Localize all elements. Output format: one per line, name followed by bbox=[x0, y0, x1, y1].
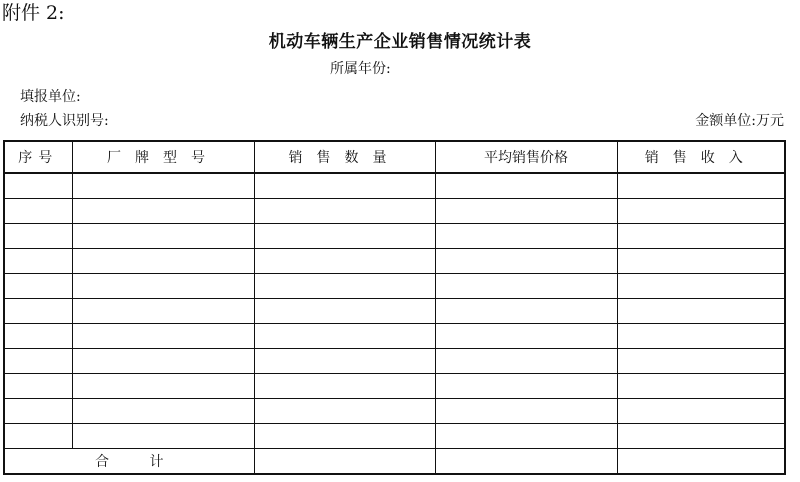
total-cell[interactable] bbox=[617, 449, 785, 475]
table-cell[interactable] bbox=[4, 173, 72, 199]
total-label: 合 计 bbox=[4, 449, 254, 475]
table-cell[interactable] bbox=[254, 424, 435, 449]
table-cell[interactable] bbox=[4, 299, 72, 324]
table-header-row bbox=[4, 141, 785, 173]
table-body bbox=[4, 173, 785, 474]
column-header-sales-quantity: 销售数量 bbox=[254, 141, 435, 173]
table-cell[interactable] bbox=[254, 399, 435, 424]
table-row bbox=[4, 249, 785, 274]
table-row bbox=[4, 324, 785, 349]
column-header-sales-revenue: 销售收入 bbox=[617, 141, 785, 173]
total-cell[interactable] bbox=[254, 449, 435, 475]
sales-statistics-table bbox=[3, 140, 786, 475]
table-cell[interactable] bbox=[435, 299, 617, 324]
table-cell[interactable] bbox=[435, 199, 617, 224]
table-cell[interactable] bbox=[435, 249, 617, 274]
taxpayer-id-label: 纳税人识别号: bbox=[20, 113, 109, 129]
table-cell[interactable] bbox=[254, 374, 435, 399]
table-cell[interactable] bbox=[617, 173, 785, 199]
table-row bbox=[4, 349, 785, 374]
table-row bbox=[4, 299, 785, 324]
reporting-unit-label: 填报单位: bbox=[20, 89, 81, 105]
table-cell[interactable] bbox=[72, 249, 254, 274]
table-cell[interactable] bbox=[4, 249, 72, 274]
table-cell[interactable] bbox=[435, 224, 617, 249]
table-cell[interactable] bbox=[617, 399, 785, 424]
table-cell[interactable] bbox=[435, 374, 617, 399]
table-cell[interactable] bbox=[4, 199, 72, 224]
table-cell[interactable] bbox=[617, 299, 785, 324]
table-cell[interactable] bbox=[254, 299, 435, 324]
table-cell[interactable] bbox=[617, 224, 785, 249]
table-cell[interactable] bbox=[72, 374, 254, 399]
table-cell[interactable] bbox=[72, 224, 254, 249]
table-row bbox=[4, 424, 785, 449]
table-cell[interactable] bbox=[617, 424, 785, 449]
table-cell[interactable] bbox=[435, 424, 617, 449]
total-row bbox=[4, 449, 785, 475]
table-cell[interactable] bbox=[4, 399, 72, 424]
amount-unit-label: 金额单位:万元 bbox=[695, 113, 784, 129]
table-cell[interactable] bbox=[4, 349, 72, 374]
table-cell[interactable] bbox=[254, 274, 435, 299]
table-cell[interactable] bbox=[72, 399, 254, 424]
table-row bbox=[4, 274, 785, 299]
table-cell[interactable] bbox=[4, 224, 72, 249]
table-cell[interactable] bbox=[435, 399, 617, 424]
table-row bbox=[4, 224, 785, 249]
column-header-brand-model: 厂牌型号 bbox=[72, 141, 254, 173]
table-cell[interactable] bbox=[617, 374, 785, 399]
table-cell[interactable] bbox=[617, 324, 785, 349]
table-cell[interactable] bbox=[72, 199, 254, 224]
table-cell[interactable] bbox=[4, 424, 72, 449]
table-cell[interactable] bbox=[617, 349, 785, 374]
table-cell[interactable] bbox=[617, 249, 785, 274]
table-cell[interactable] bbox=[617, 274, 785, 299]
table-cell[interactable] bbox=[72, 349, 254, 374]
table-row bbox=[4, 399, 785, 424]
table-cell[interactable] bbox=[72, 324, 254, 349]
table-cell[interactable] bbox=[254, 249, 435, 274]
table-cell[interactable] bbox=[72, 173, 254, 199]
table-cell[interactable] bbox=[617, 199, 785, 224]
table-cell[interactable] bbox=[4, 324, 72, 349]
table-cell[interactable] bbox=[254, 199, 435, 224]
table-row bbox=[4, 199, 785, 224]
form-title: 机动车辆生产企业销售情况统计表 bbox=[268, 32, 532, 52]
year-label: 所属年份: bbox=[330, 61, 391, 77]
table-cell[interactable] bbox=[72, 424, 254, 449]
column-header-average-price: 平均销售价格 bbox=[435, 141, 617, 173]
table-cell[interactable] bbox=[72, 299, 254, 324]
table-cell[interactable] bbox=[435, 173, 617, 199]
table-cell[interactable] bbox=[254, 224, 435, 249]
table-cell[interactable] bbox=[254, 324, 435, 349]
attachment-label: 附件 2: bbox=[2, 2, 65, 24]
table-cell[interactable] bbox=[4, 274, 72, 299]
table-cell[interactable] bbox=[435, 274, 617, 299]
total-cell[interactable] bbox=[435, 449, 617, 475]
table-cell[interactable] bbox=[4, 374, 72, 399]
table-cell[interactable] bbox=[254, 173, 435, 199]
table-cell[interactable] bbox=[435, 324, 617, 349]
table-cell[interactable] bbox=[435, 349, 617, 374]
column-header-serial: 序号 bbox=[4, 141, 72, 173]
table-cell[interactable] bbox=[254, 349, 435, 374]
table-cell[interactable] bbox=[72, 274, 254, 299]
table-row bbox=[4, 374, 785, 399]
table-row bbox=[4, 173, 785, 199]
